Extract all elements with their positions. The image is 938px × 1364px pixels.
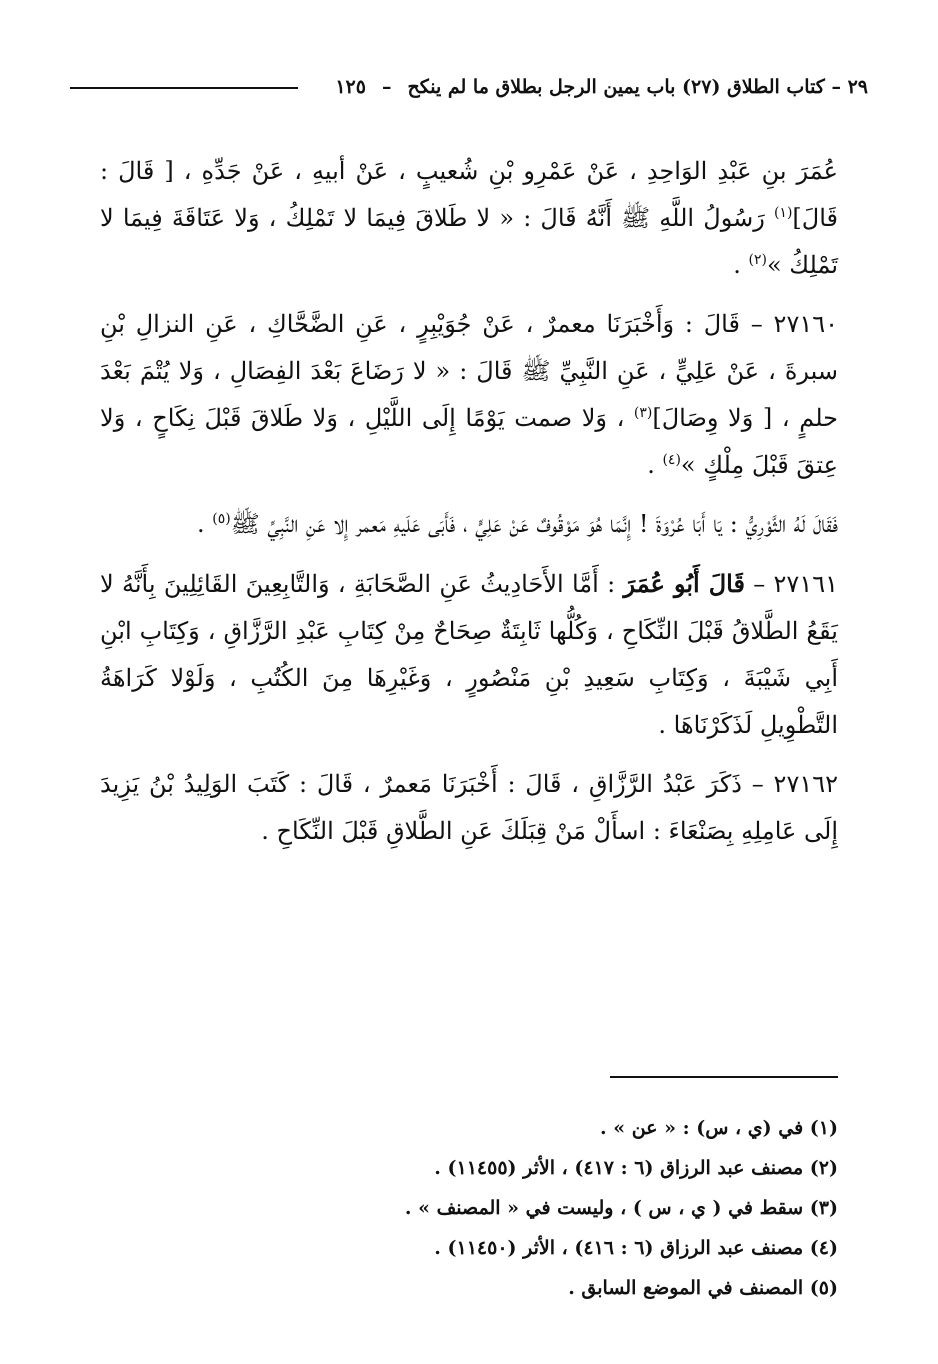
paragraph-text: قَالَ : وَأَخْبَرَنَا معمرٌ ، عَنْ جُوَيْبِرٍ ، عَنِ الضَّحَّاكِ ، عَنِ النزالِ بْنِ سبرةَ ، عَنْ عَلِيٍّ ، عَنِ النَّبِيِّ ﷺ قَالَ : « لا رَضَاعَ بَعْدَ الفِصَالِ ، وَلا يُتْمَ بَعْدَ حلمٍ ، [ وَلا وِصَالَ]: [100, 310, 838, 432]
footnotes: [100, 1108, 838, 1308]
footnote-rule: [610, 1076, 838, 1078]
header-rule: [70, 87, 298, 89]
paragraph-text: : أَمَّا الأَحَادِيثُ عَنِ الصَّحَابَةِ ، وَالتَّابِعِينَ القَائِلِينَ بِأَنَّهُ لا يَقَعُ الطَّلاقُ قَبْلَ النِّكَاحِ ، وَكُلُّها ثَابِتَةٌ صِحَاحٌ مِنْ كِتَابِ عَبْدِ الرَّزَّاقِ ، وَكِتَابِ ابْنِ أَبِي شَيْبَةَ ، وَكِتَابِ سَعِيدِ بْنِ مَنْصُورٍ ، وَغَيْرِهَا مِنَ الكُتُبِ ، وَلَوْلا كَرَاهَةُ التَّطْوِيلِ لَذَكَرْنَاهَا .: [100, 570, 838, 739]
paragraph-continuation: [100, 148, 838, 289]
header-title: ٢٩ – كتاب الطلاق (٢٧) باب يمين الرجل بطلاق ما لم ينكح: [407, 76, 868, 98]
paragraph-text: فَقَالَ لَهُ الثَّوْرِيُّ : يَا أَبَا عُرْوَةَ ! إِنَّمَا هُوَ مَوْقُوفٌ عَنْ عَلِيٍّ ، فَأَبَى عَلَيهِ مَعمر إِلا عَنِ النَّبِيِّ ﷺ: [230, 510, 838, 538]
paragraph-27161: [100, 560, 838, 749]
footnote-ref: (٤): [662, 452, 681, 468]
paragraph-dash: –: [742, 770, 774, 798]
footnote-4: (٤) مصنف عبد الرزاق (٦ : ٤١٦) ، الأثر (١١٤٥٠) .: [434, 1237, 838, 1259]
footnote-5: (٥) المصنف في الموضع السابق .: [568, 1277, 838, 1299]
paragraph-text: ، وَلا صمت يَوْمًا إِلَى اللَّيْلِ ، وَلا طَلاقَ قَبْلَ نِكَاحٍ ، وَلا عِتقَ قَبْلَ مِلْكٍ »: [100, 404, 838, 479]
footnote-3: (٣) سقط في ( ي ، س ) ، وليست في « المصنف » .: [404, 1197, 838, 1219]
header-separator: –: [381, 76, 392, 98]
footnote-1: (١) في (ي ، س) : « عن » .: [599, 1117, 838, 1139]
main-text: [100, 148, 838, 867]
paragraph-end: .: [647, 451, 663, 479]
paragraph-number: ٢٧١٦١: [773, 570, 838, 598]
paragraph-text: عُمَرَ بنِ عَبْدِ الوَاحِدِ ، عَنْ عَمْرِو بْنِ شُعيبٍ ، عَنْ أبيهِ ، عَنْ جَدِّهِ ، [ قَالَ : قَالَ]: [100, 157, 838, 232]
paragraph-end: .: [733, 251, 749, 279]
paragraph-number: ٢٧١٦٠: [773, 310, 838, 338]
page-number: ١٢٥: [335, 76, 366, 98]
paragraph-27162: [100, 761, 838, 855]
footnote-ref: (٣): [633, 405, 653, 421]
paragraph-27160: [100, 301, 838, 489]
paragraph-number: ٢٧١٦٢: [773, 770, 838, 798]
footnote-ref: (٥): [212, 511, 231, 527]
paragraph-dash: –: [739, 310, 774, 338]
paragraph-text: رَسُولُ اللَّهِ ﷺ أَنَّهُ قَالَ : « لا طَلاقَ فِيمَا لا تَمْلِكُ ، وَلا عَتَاقَةَ فِيمَا لا تَمْلِكُ »: [100, 204, 838, 279]
paragraph-end: .: [196, 510, 213, 538]
paragraph-text: ذَكَرَ عَبْدُ الرَّزَّاقِ ، قَالَ : أَخْبَرَنَا مَعمرٌ ، قَالَ : كَتَبَ الوَلِيدُ بْنُ يَزِيدَ إِلَى عَامِلِهِ بِصَنْعَاءَ : اسأَلْ مَنْ قِبَلَكَ عَنِ الطَّلاقِ قَبْلَ النِّكَاحِ .: [100, 770, 838, 845]
footnote-ref: (١): [773, 205, 793, 221]
paragraph-bold-lead: قَالَ أَبُو عُمَرَ: [623, 569, 745, 598]
paragraph-thawri: [100, 501, 838, 548]
paragraph-dash: –: [744, 570, 774, 598]
footnote-2: (٢) مصنف عبد الرزاق (٦ : ٤١٧) ، الأثر (١١٤٥٥) .: [434, 1157, 838, 1179]
footnote-ref: (٢): [748, 252, 767, 268]
